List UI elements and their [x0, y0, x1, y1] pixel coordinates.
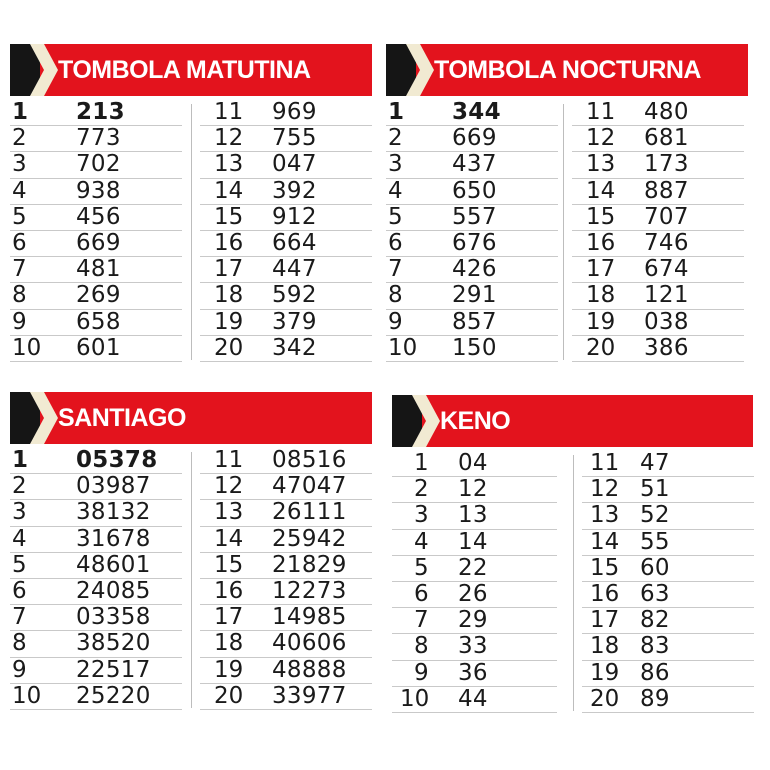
draw-position: 3	[12, 151, 27, 178]
winning-number: 22	[458, 554, 488, 581]
winning-number: 48888	[272, 656, 347, 683]
draw-position: 8	[414, 633, 429, 660]
draw-position: 6	[12, 229, 27, 256]
draw-position: 15	[214, 551, 244, 578]
result-row	[582, 503, 754, 529]
winning-number: 650	[452, 177, 497, 204]
result-row	[10, 231, 182, 257]
result-row	[386, 100, 558, 126]
draw-position: 10	[388, 334, 418, 361]
results-column-right	[582, 451, 754, 713]
winning-number: 29	[458, 607, 488, 634]
result-row	[200, 605, 372, 631]
result-row	[200, 205, 372, 231]
result-row	[386, 126, 558, 152]
draw-position: 6	[414, 580, 429, 607]
winning-number: 82	[640, 607, 670, 634]
result-row	[572, 283, 744, 309]
winning-number: 12273	[272, 577, 347, 604]
winning-number: 664	[272, 229, 317, 256]
draw-position: 20	[214, 334, 244, 361]
results-column-left	[386, 100, 558, 362]
winning-number: 25942	[272, 525, 347, 552]
draw-position: 2	[12, 473, 27, 500]
winning-number: 63	[640, 580, 670, 607]
draw-position: 9	[12, 656, 27, 683]
draw-position: 12	[214, 473, 244, 500]
draw-position: 9	[12, 308, 27, 335]
column-divider	[191, 452, 192, 708]
result-row	[582, 556, 754, 582]
result-row	[392, 530, 557, 556]
result-row	[582, 608, 754, 634]
result-row	[392, 608, 557, 634]
tombola-matutina-panel	[10, 44, 372, 374]
draw-position: 1	[12, 99, 29, 125]
winning-number: 31678	[76, 525, 151, 552]
result-row	[10, 605, 182, 631]
panel-title: SANTIAGO	[58, 404, 186, 432]
draw-position: 11	[214, 99, 244, 125]
winning-number: 03987	[76, 473, 151, 500]
draw-position: 2	[414, 476, 429, 503]
winning-number: 24085	[76, 577, 151, 604]
winning-number: 40606	[272, 630, 347, 657]
winning-number: 33977	[272, 682, 347, 709]
keno-panel	[392, 395, 753, 725]
draw-position: 11	[586, 99, 616, 125]
draw-position: 13	[590, 502, 620, 529]
winning-number: 269	[76, 282, 121, 309]
winning-number: 36	[458, 659, 488, 686]
draw-position: 10	[12, 682, 42, 709]
result-row	[200, 527, 372, 553]
winning-number: 669	[452, 125, 497, 152]
draw-position: 3	[388, 151, 403, 178]
draw-position: 4	[12, 525, 27, 552]
draw-position: 15	[590, 554, 620, 581]
winning-number: 38132	[76, 499, 151, 526]
draw-position: 8	[12, 282, 27, 309]
winning-number: 437	[452, 151, 497, 178]
winning-number: 08516	[272, 447, 347, 473]
result-row	[200, 658, 372, 684]
draw-position: 16	[214, 229, 244, 256]
winning-number: 669	[76, 229, 121, 256]
result-row	[392, 503, 557, 529]
draw-position: 6	[388, 229, 403, 256]
winning-number: 386	[644, 334, 689, 361]
winning-number: 25220	[76, 682, 151, 709]
winning-number: 392	[272, 177, 317, 204]
draw-position: 10	[12, 334, 42, 361]
result-row	[10, 310, 182, 336]
result-row	[572, 205, 744, 231]
result-row	[572, 100, 744, 126]
winning-number: 213	[76, 99, 125, 125]
result-row	[10, 179, 182, 205]
results-column-right	[200, 100, 372, 362]
winning-number: 26	[458, 580, 488, 607]
result-row	[582, 687, 754, 713]
santiago-panel	[10, 392, 372, 722]
winning-number: 674	[644, 256, 689, 283]
draw-position: 16	[590, 580, 620, 607]
winning-number: 746	[644, 229, 689, 256]
panel-header	[10, 392, 372, 444]
result-row	[582, 661, 754, 687]
draw-position: 13	[214, 499, 244, 526]
draw-position: 18	[586, 282, 616, 309]
result-row	[386, 152, 558, 178]
draw-position: 1	[388, 99, 405, 125]
winning-number: 773	[76, 125, 121, 152]
winning-number: 912	[272, 203, 317, 230]
winning-number: 456	[76, 203, 121, 230]
draw-position: 13	[586, 151, 616, 178]
draw-position: 18	[214, 282, 244, 309]
result-row	[392, 451, 557, 477]
draw-position: 20	[214, 682, 244, 709]
result-row	[386, 179, 558, 205]
winning-number: 48601	[76, 551, 151, 578]
draw-position: 5	[388, 203, 403, 230]
result-row	[200, 684, 372, 710]
result-row	[200, 474, 372, 500]
result-row	[200, 553, 372, 579]
result-row	[582, 530, 754, 556]
winning-number: 03358	[76, 604, 151, 631]
draw-position: 5	[414, 554, 429, 581]
result-row	[572, 179, 744, 205]
draw-position: 19	[590, 659, 620, 686]
panel-title: TOMBOLA NOCTURNA	[434, 56, 701, 84]
draw-position: 20	[590, 685, 620, 712]
winning-number: 121	[644, 282, 689, 309]
result-row	[572, 231, 744, 257]
draw-position: 16	[214, 577, 244, 604]
winning-number: 658	[76, 308, 121, 335]
result-row	[10, 205, 182, 231]
panel-header	[392, 395, 753, 447]
results-column-left	[10, 100, 182, 362]
result-row	[200, 310, 372, 336]
draw-position: 19	[214, 308, 244, 335]
draw-position: 14	[586, 177, 616, 204]
result-row	[10, 283, 182, 309]
panel-title: TOMBOLA MATUTINA	[58, 56, 311, 84]
column-divider	[563, 104, 564, 360]
result-row	[386, 205, 558, 231]
draw-position: 12	[586, 125, 616, 152]
result-row	[10, 579, 182, 605]
winning-number: 938	[76, 177, 121, 204]
draw-position: 7	[414, 607, 429, 634]
draw-position: 14	[214, 177, 244, 204]
winning-number: 47	[640, 450, 670, 476]
result-row	[200, 152, 372, 178]
draw-position: 6	[12, 577, 27, 604]
result-row	[10, 336, 182, 362]
result-row	[386, 257, 558, 283]
winning-number: 681	[644, 125, 689, 152]
result-row	[10, 527, 182, 553]
draw-position: 3	[414, 502, 429, 529]
draw-position: 7	[12, 256, 27, 283]
draw-position: 2	[12, 125, 27, 152]
draw-position: 1	[12, 447, 29, 473]
winning-number: 047	[272, 151, 317, 178]
result-row	[386, 283, 558, 309]
tombola-nocturna-panel	[386, 44, 748, 374]
result-row	[392, 634, 557, 660]
winning-number: 51	[640, 476, 670, 503]
result-row	[392, 582, 557, 608]
draw-position: 5	[12, 203, 27, 230]
winning-number: 755	[272, 125, 317, 152]
result-row	[200, 126, 372, 152]
winning-number: 887	[644, 177, 689, 204]
draw-position: 11	[214, 447, 244, 473]
result-row	[10, 631, 182, 657]
winning-number: 55	[640, 528, 670, 555]
winning-number: 426	[452, 256, 497, 283]
draw-position: 8	[12, 630, 27, 657]
draw-position: 12	[214, 125, 244, 152]
winning-number: 86	[640, 659, 670, 686]
winning-number: 342	[272, 334, 317, 361]
result-row	[200, 336, 372, 362]
panel-header	[386, 44, 748, 96]
winning-number: 969	[272, 99, 317, 125]
winning-number: 173	[644, 151, 689, 178]
result-row	[10, 658, 182, 684]
result-row	[392, 687, 557, 713]
result-row	[200, 257, 372, 283]
result-row	[200, 283, 372, 309]
result-row	[392, 556, 557, 582]
winning-number: 379	[272, 308, 317, 335]
winning-number: 44	[458, 685, 488, 712]
draw-position: 17	[586, 256, 616, 283]
result-row	[10, 448, 182, 474]
winning-number: 150	[452, 334, 497, 361]
result-row	[200, 448, 372, 474]
result-row	[10, 100, 182, 126]
draw-position: 12	[590, 476, 620, 503]
results-column-right	[572, 100, 744, 362]
result-row	[10, 126, 182, 152]
draw-position: 18	[590, 633, 620, 660]
winning-number: 12	[458, 476, 488, 503]
draw-position: 18	[214, 630, 244, 657]
result-row	[10, 684, 182, 710]
winning-number: 702	[76, 151, 121, 178]
draw-position: 15	[214, 203, 244, 230]
winning-number: 291	[452, 282, 497, 309]
winning-number: 21829	[272, 551, 347, 578]
winning-number: 04	[458, 450, 488, 476]
winning-number: 480	[644, 99, 689, 125]
results-column-left	[10, 448, 182, 710]
results-column-right	[200, 448, 372, 710]
draw-position: 20	[586, 334, 616, 361]
winning-number: 22517	[76, 656, 151, 683]
result-row	[386, 310, 558, 336]
result-row	[200, 631, 372, 657]
draw-position: 14	[590, 528, 620, 555]
draw-position: 3	[12, 499, 27, 526]
winning-number: 05378	[76, 447, 158, 473]
winning-number: 13	[458, 502, 488, 529]
draw-position: 9	[414, 659, 429, 686]
winning-number: 14985	[272, 604, 347, 631]
winning-number: 38520	[76, 630, 151, 657]
draw-position: 5	[12, 551, 27, 578]
result-row	[200, 179, 372, 205]
draw-position: 13	[214, 151, 244, 178]
draw-position: 8	[388, 282, 403, 309]
draw-position: 17	[590, 607, 620, 634]
result-row	[200, 100, 372, 126]
result-row	[582, 582, 754, 608]
draw-position: 4	[12, 177, 27, 204]
winning-number: 33	[458, 633, 488, 660]
result-row	[582, 451, 754, 477]
result-row	[572, 310, 744, 336]
winning-number: 592	[272, 282, 317, 309]
result-row	[10, 257, 182, 283]
winning-number: 447	[272, 256, 317, 283]
result-row	[10, 474, 182, 500]
result-row	[572, 257, 744, 283]
draw-position: 17	[214, 256, 244, 283]
result-row	[572, 126, 744, 152]
winning-number: 676	[452, 229, 497, 256]
result-row	[200, 500, 372, 526]
draw-position: 7	[12, 604, 27, 631]
column-divider	[191, 104, 192, 360]
draw-position: 14	[214, 525, 244, 552]
draw-position: 16	[586, 229, 616, 256]
winning-number: 857	[452, 308, 497, 335]
result-row	[10, 553, 182, 579]
winning-number: 89	[640, 685, 670, 712]
panel-header	[10, 44, 372, 96]
draw-position: 4	[414, 528, 429, 555]
winning-number: 83	[640, 633, 670, 660]
result-row	[392, 661, 557, 687]
winning-number: 14	[458, 528, 488, 555]
draw-position: 15	[586, 203, 616, 230]
draw-position: 11	[590, 450, 620, 476]
result-row	[582, 634, 754, 660]
draw-position: 7	[388, 256, 403, 283]
column-divider	[573, 455, 574, 711]
winning-number: 601	[76, 334, 121, 361]
result-row	[582, 477, 754, 503]
draw-position: 10	[400, 685, 430, 712]
draw-position: 4	[388, 177, 403, 204]
winning-number: 26111	[272, 499, 347, 526]
winning-number: 60	[640, 554, 670, 581]
winning-number: 481	[76, 256, 121, 283]
result-row	[386, 231, 558, 257]
winning-number: 52	[640, 502, 670, 529]
result-row	[392, 477, 557, 503]
panel-title: KENO	[440, 407, 511, 435]
result-row	[200, 579, 372, 605]
winning-number: 47047	[272, 473, 347, 500]
result-row	[10, 152, 182, 178]
draw-position: 9	[388, 308, 403, 335]
result-row	[10, 500, 182, 526]
result-row	[200, 231, 372, 257]
results-column-left	[392, 451, 557, 713]
result-row	[386, 336, 558, 362]
winning-number: 344	[452, 99, 501, 125]
draw-position: 2	[388, 125, 403, 152]
draw-position: 19	[586, 308, 616, 335]
draw-position: 17	[214, 604, 244, 631]
winning-number: 557	[452, 203, 497, 230]
winning-number: 038	[644, 308, 689, 335]
draw-position: 19	[214, 656, 244, 683]
draw-position: 1	[414, 450, 429, 476]
result-row	[572, 336, 744, 362]
winning-number: 707	[644, 203, 689, 230]
result-row	[572, 152, 744, 178]
